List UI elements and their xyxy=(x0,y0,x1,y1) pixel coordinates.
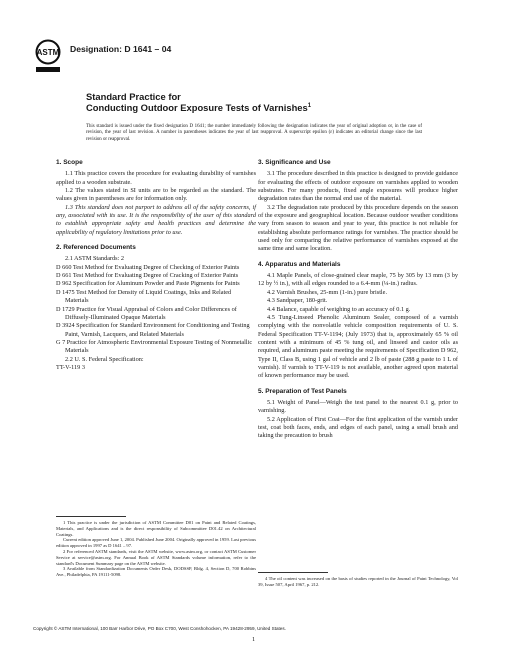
section-heading-referenced-documents: 2. Referenced Documents xyxy=(56,244,136,252)
footnote-4: 4 The oil content was increased on the basis of studies reported in the Journal of Paint Technology, Vol 39, Issue 507, April 1967, p. 212. xyxy=(258,576,458,587)
footnote-divider xyxy=(258,572,328,573)
para-3-1: 3.1 The procedure described in this practice is designed to provide guidance for evaluating the effects of outdoor exposure on varnishes applied to wooden substrates. For many products, fixed angle exposures will produce higher degradation rates than the normal end use of the material. xyxy=(258,170,458,203)
para-4-2: 4.2 Varnish Brushes, 25-mm (1-in.) pure bristle. xyxy=(267,288,388,296)
para-2-1: 2.1 ASTM Standards: 2 xyxy=(65,255,125,263)
footnote-2: 2 For referenced ASTM standards, visit the ASTM website, www.astm.org, or contact ASTM Customer Service at service@astm.org. For Annual Book of ASTM Standards volume information, refer to the standard's Document Summary page on the ASTM website. xyxy=(56,548,256,566)
copyright-notice: Copyright © ASTM International, 100 Barr Harbor Drive, PO Box C700, West Conshohocken, PA 19428-2959, United States. xyxy=(33,626,286,631)
footnote-1: 1 This practice is under the jurisdiction of ASTM Committee D01 on Paint and Related Coatings, Materials, and Applications and is the direct responsibility of Subcommittee D01.42 on Architectural Coatings. xyxy=(56,520,256,537)
ref-item: D 1729 Practice for Visual Appraisal of Colors and Color Differences of Diffusely-Illuminated Opaque Materials xyxy=(56,305,237,321)
footnotes-right xyxy=(258,568,458,588)
section-heading-apparatus: 4. Apparatus and Materials xyxy=(258,260,341,268)
standard-note: This standard is issued under the fixed designation D 1641; the number immediately following the designation indicates the year of original adoption or, in the case of revision, the year of last revision. A number in parentheses indicates the year of last reapproval. A superscript epsilon (ε) indicates an editorial change since the last revision or reapproval. xyxy=(86,124,422,142)
ref-tt-v-119: TT-V-119 3 xyxy=(56,363,85,371)
para-1-1: 1.1 This practice covers the procedure for evaluating durability of varnishes applied to a wooden substrate. xyxy=(56,170,256,186)
footnote-divider xyxy=(56,516,126,517)
para-1-3: 1.3 This standard does not purport to address all of the safety concerns, if any, associated with its use. It is the responsibility of the user of this standard to establish appropriate safety and health practices and determine the applicability of regulatory limitations prior to use. xyxy=(56,203,256,236)
section-heading-scope: 1. Scope xyxy=(56,159,83,166)
para-3-2: 3.2 The degradation rate produced by this procedure depends on the season of the exposure and geographical location. Because outdoor weather conditions vary from season to season and year to year, this practice is not reliable for establishing absolute performance ratings for varnishes. The practice should be used only for comparing the relative performance of varnishes exposed at the same time and same location. xyxy=(258,203,458,253)
para-5-2: 5.2 Application of First Coat—For the first application of the varnish under test, coat both faces, ends, and edges of each panel, using a small brush and taking the precaution to brush xyxy=(258,415,458,440)
ref-item: D 3924 Specification for Standard Environment for Conditioning and Testing Paint, Varnish, Lacquers, and Related Materials xyxy=(56,322,250,338)
ref-item: D 1475 Test Method for Density of Liquid Coatings, Inks and Related Materials xyxy=(56,288,232,305)
ref-item: D 660 Test Method for Evaluating Degree of Checking of Exterior Paints xyxy=(56,263,240,271)
section-heading-significance: 3. Significance and Use xyxy=(258,159,331,166)
left-column xyxy=(56,157,256,372)
para-5-1: 5.1 Weight of Panel—Weigh the test panel to the nearest 0.1 g, prior to varnishing. xyxy=(258,398,458,415)
ref-item: D 962 Specification for Aluminum Powder and Paste Pigments for Paints xyxy=(56,280,240,288)
page-number: 1 xyxy=(252,636,256,643)
para-2-2: 2.2 U. S. Federal Specification: xyxy=(65,355,144,363)
footnote-3: 3 Available from Standardization Documents Order Desk, DODSSP, Bldg. 4, Section D, 700 Robbins Ave., Philadelphia, PA 19111-5098. xyxy=(56,566,256,578)
footnotes-left xyxy=(56,512,256,578)
para-4-3: 4.3 Sandpaper, 180-grit. xyxy=(267,297,328,305)
right-column xyxy=(258,157,458,441)
para-1-2: 1.2 The values stated in SI units are to be regarded as the standard. The values given in parentheses are for information only. xyxy=(56,187,256,203)
title-line-1: Standard Practice for xyxy=(86,91,181,102)
title-line-2 xyxy=(86,102,311,113)
ref-item: G 7 Practice for Atmospheric Environmental Exposure Testing of Nonmetallic Materials xyxy=(56,338,253,355)
title-footnote-ref: 1 xyxy=(307,102,312,109)
ref-item: D 661 Test Method for Evaluating Degree of Cracking of Exterior Paints xyxy=(56,272,239,280)
footnote-1-edition: Current edition approved June 1, 2004. Published June 2004. Originally approved in 1959. Last previous edition approved in 1997 as D 1641 – 97. xyxy=(56,537,256,549)
para-4-1: 4.1 Maple Panels, of close-grained clear maple, 75 by 305 by 13 mm (3 by 12 by ½ in.), with all edges rounded to a 6.4-mm (¼-in.) radius. xyxy=(258,272,458,288)
svg-text:ASTM: ASTM xyxy=(36,48,60,57)
title-text: Conducting Outdoor Exposure Tests of Varnishes xyxy=(86,102,308,113)
designation: Designation: D 1641 – 04 xyxy=(70,44,172,54)
section-heading-preparation: 5. Preparation of Test Panels xyxy=(258,387,347,395)
para-4-4: 4.4 Balance, capable of weighing to an accuracy of 0.1 g. xyxy=(267,305,411,313)
astm-logo xyxy=(33,38,63,76)
para-4-5: 4.5 Tung-Linseed Phenolic Aluminum Sealer, composed of a varnish complying with the nonvolatile vehicle composition requirements of U. S. Federal Specification TT-V-1194; (July 1973) that is, approximately 65 % oil content with a minimum of 45 % tung oil, and linseed and castor oils as required, and aluminum paste meeting the requirements of Specification D 962, Type II, Class B, using 1 gal of vehicle and 2 lb of paste (288 g paste to 1 L of varnish). If varnish to TT-V-119 is not available, another agreed upon material of known performance may be used. xyxy=(258,313,458,380)
